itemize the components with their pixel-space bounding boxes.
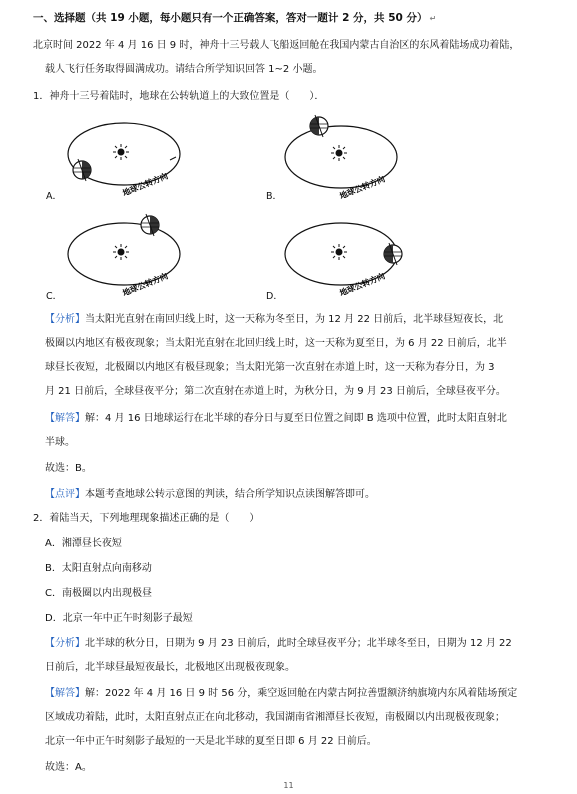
orbit-label-d: 地球公转方向: [338, 271, 387, 298]
q2-analysis-line-1: 【分析】北半球的秋分日，日期为 9 月 23 日前后，此时全球昼夜平分；北半球冬至日，日期为 12 月 22: [45, 638, 512, 649]
q1-analysis-line-2: 极圈以内地区有极夜现象；当太阳光直射在北回归线上时，这一天称为夏至日，为 6 月 22 日前后，北半: [45, 338, 507, 349]
earth-icon: [141, 214, 159, 236]
figure-c: [66, 212, 196, 302]
earth-icon: [310, 115, 328, 137]
q1-option-d: D．: [266, 291, 283, 302]
comment-tag: 【点评】: [45, 489, 85, 500]
orbit-label-a: 地球公转方向: [121, 171, 170, 198]
intro-line-1: 北京时间 2022 年 4 月 16 日 9 时，神舟十三号载人飞船返回舱在我国内蒙古自治区的东风着陆场成功着陆，: [33, 40, 520, 51]
intro-line-2: 载人飞行任务取得圆满成功。请结合所学知识回答 1~2 小题。: [45, 64, 323, 75]
sun-icon: [113, 144, 129, 160]
q1-option-c: C．: [46, 291, 63, 302]
q2-answer-line-1: 【解答】解：2022 年 4 月 16 日 9 时 56 分，乘空返回舱在内蒙古阿拉善盟额济纳旗境内东风着陆场预定: [45, 688, 518, 699]
figure-a: [66, 112, 196, 202]
q1-answer-line-1: 【解答】解：4 月 16 日地球运行在北半球的春分日与夏至日位置之间即 B 选项中位置，此时太阳直射北: [45, 413, 507, 424]
q1-analysis-line-3: 球昼长夜短，北极圈以内地区有极昼现象；当太阳光第一次直射在赤道上时，这一天称为春分日，为 3: [45, 362, 495, 373]
analysis-tag: 【分析】: [45, 638, 85, 649]
q2-option-a: A．湘潭昼长夜短: [45, 538, 122, 549]
q1-analysis-line-4: 月 21 日前后，全球昼夜平分；第二次直射在赤道上时，为秋分日，为 9 月 23 日前后，全球昼夜平分。: [45, 386, 506, 397]
analysis-tag: 【分析】: [45, 314, 85, 325]
q2-option-b: B．太阳直射点向南移动: [45, 563, 152, 574]
section-title: 一、选择题（共 19 小题，每小题只有一个正确答案，答对一题计 2 分，共 50 分） ↵: [33, 12, 437, 24]
orbit-label-b: 地球公转方向: [338, 174, 387, 201]
q2-answer-line-3: 北京一年中正午时刻影子最短的一天是北半球的夏至日即 6 月 22 日前后。: [45, 736, 377, 747]
q2-stem: 2．着陆当天，下列地理现象描述正确的是（ ）: [33, 513, 260, 524]
page-number: 11: [283, 781, 294, 790]
q2-option-d: D．北京一年中正午时刻影子最短: [45, 613, 193, 624]
orbit-label-c: 地球公转方向: [121, 271, 170, 298]
figure-b: [283, 113, 413, 203]
figure-d: [283, 212, 413, 302]
q1-analysis-line-1: 【分析】当太阳光直射在南回归线上时，这一天称为冬至日，为 12 月 22 日前后，北半球昼短夜长，北: [45, 314, 504, 325]
earth-icon: [384, 243, 402, 265]
q1-option-b: B．: [266, 191, 283, 202]
q2-answer-line-2: 区域成功着陆，此时，太阳直射点正在向北移动，我国湖南省湘潭昼长夜短，南极圈以内出现极夜现象；: [45, 712, 505, 723]
q2-analysis-line-2: 日前后，北半球昼最短夜最长，北极地区出现极夜现象。: [45, 662, 295, 673]
q1-choice: 故选：B。: [45, 463, 92, 474]
q1-option-a: A．: [46, 191, 62, 202]
q2-option-c: C．南极圈以内出现极昼: [45, 588, 152, 599]
answer-tag: 【解答】: [45, 413, 85, 424]
q1-answer-line-2: 半球。: [45, 437, 75, 448]
q1-stem: 1．神舟十三号着陆时，地球在公转轨道上的大致位置是（ ）．: [33, 91, 325, 102]
q2-choice: 故选：A。: [45, 762, 92, 773]
q1-comment: 【点评】本题考查地球公转示意图的判读，结合所学知识点读图解答即可。: [45, 489, 375, 500]
answer-tag: 【解答】: [45, 688, 85, 699]
